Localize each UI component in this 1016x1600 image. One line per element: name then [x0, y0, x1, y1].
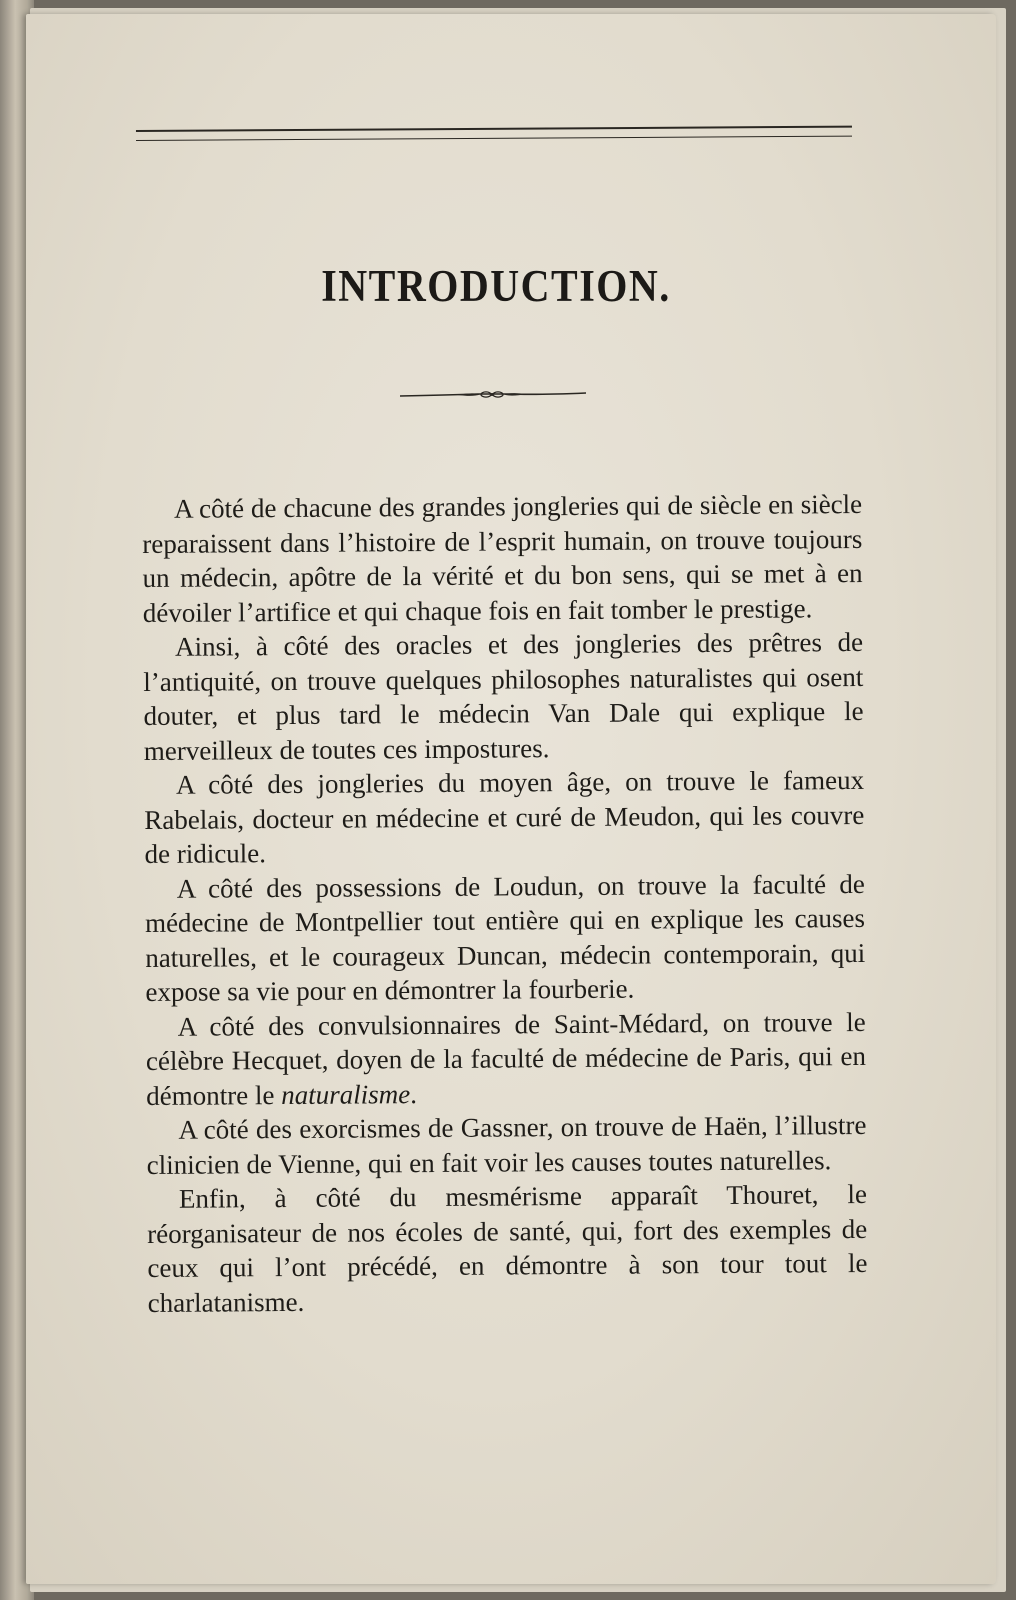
chapter-title: INTRODUCTION. [321, 259, 671, 312]
paragraph-text: A côté des convulsionnaires de Saint-Médard, on trouve le célèbre Hecquet, doyen de la faculté de médecine de Paris, qui en démontre le [145, 1006, 867, 1111]
header-double-rule [136, 126, 852, 141]
paragraph: A côté de chacune des grandes jongleries qui de siècle en siècle reparaissent dans l’histoire de l’esprit humain, on trouve toujours un médecin, apôtre de la vérité et du bon sens, qui se met à en dévoiler l’artifice et qui chaque fois en fait tomber le prestige. [142, 488, 863, 628]
paragraph: A côté des possessions de Loudun, on trouve la faculté de médecine de Montpellier tout entière qui en explique les causes naturelles, et le courageux Duncan, médecin contemporain, qui expose sa vie pour en démontrer la fourberie. [144, 868, 866, 1007]
ornament-divider-icon [398, 388, 588, 402]
paragraph: Enfin, à côté du mesmérisme apparaît Thouret, le réorganisateur de nos écoles de santé, qui, fort des exemples de ceux qui l’ont précédé, en démontre à son tour tout le charlatanisme. [147, 1178, 868, 1318]
paragraph [146, 1004, 867, 1113]
italic-term: naturalisme [281, 1078, 411, 1110]
book-page [26, 14, 996, 1584]
paragraph: Ainsi, à côté des oracles et des jongleries des prêtres de l’antiquité, on trouve quelques philosophes naturalistes qui osent douter, et plus tard le médecin Van Dale qui explique le merveilleux de toutes ces impostures. [143, 626, 864, 766]
paragraph: A côté des exorcismes de Gassner, on trouve de Haën, l’illustre clinicien de Vienne, qui en fait voir les causes toutes naturelles. [146, 1109, 867, 1180]
body-text [142, 487, 868, 1320]
paragraph: A côté des jongleries du moyen âge, on trouve le fameux Rabelais, docteur en médecine et curé de Meudon, qui les couvre de ridicule. [144, 764, 865, 869]
paragraph-text: . [410, 1078, 418, 1109]
